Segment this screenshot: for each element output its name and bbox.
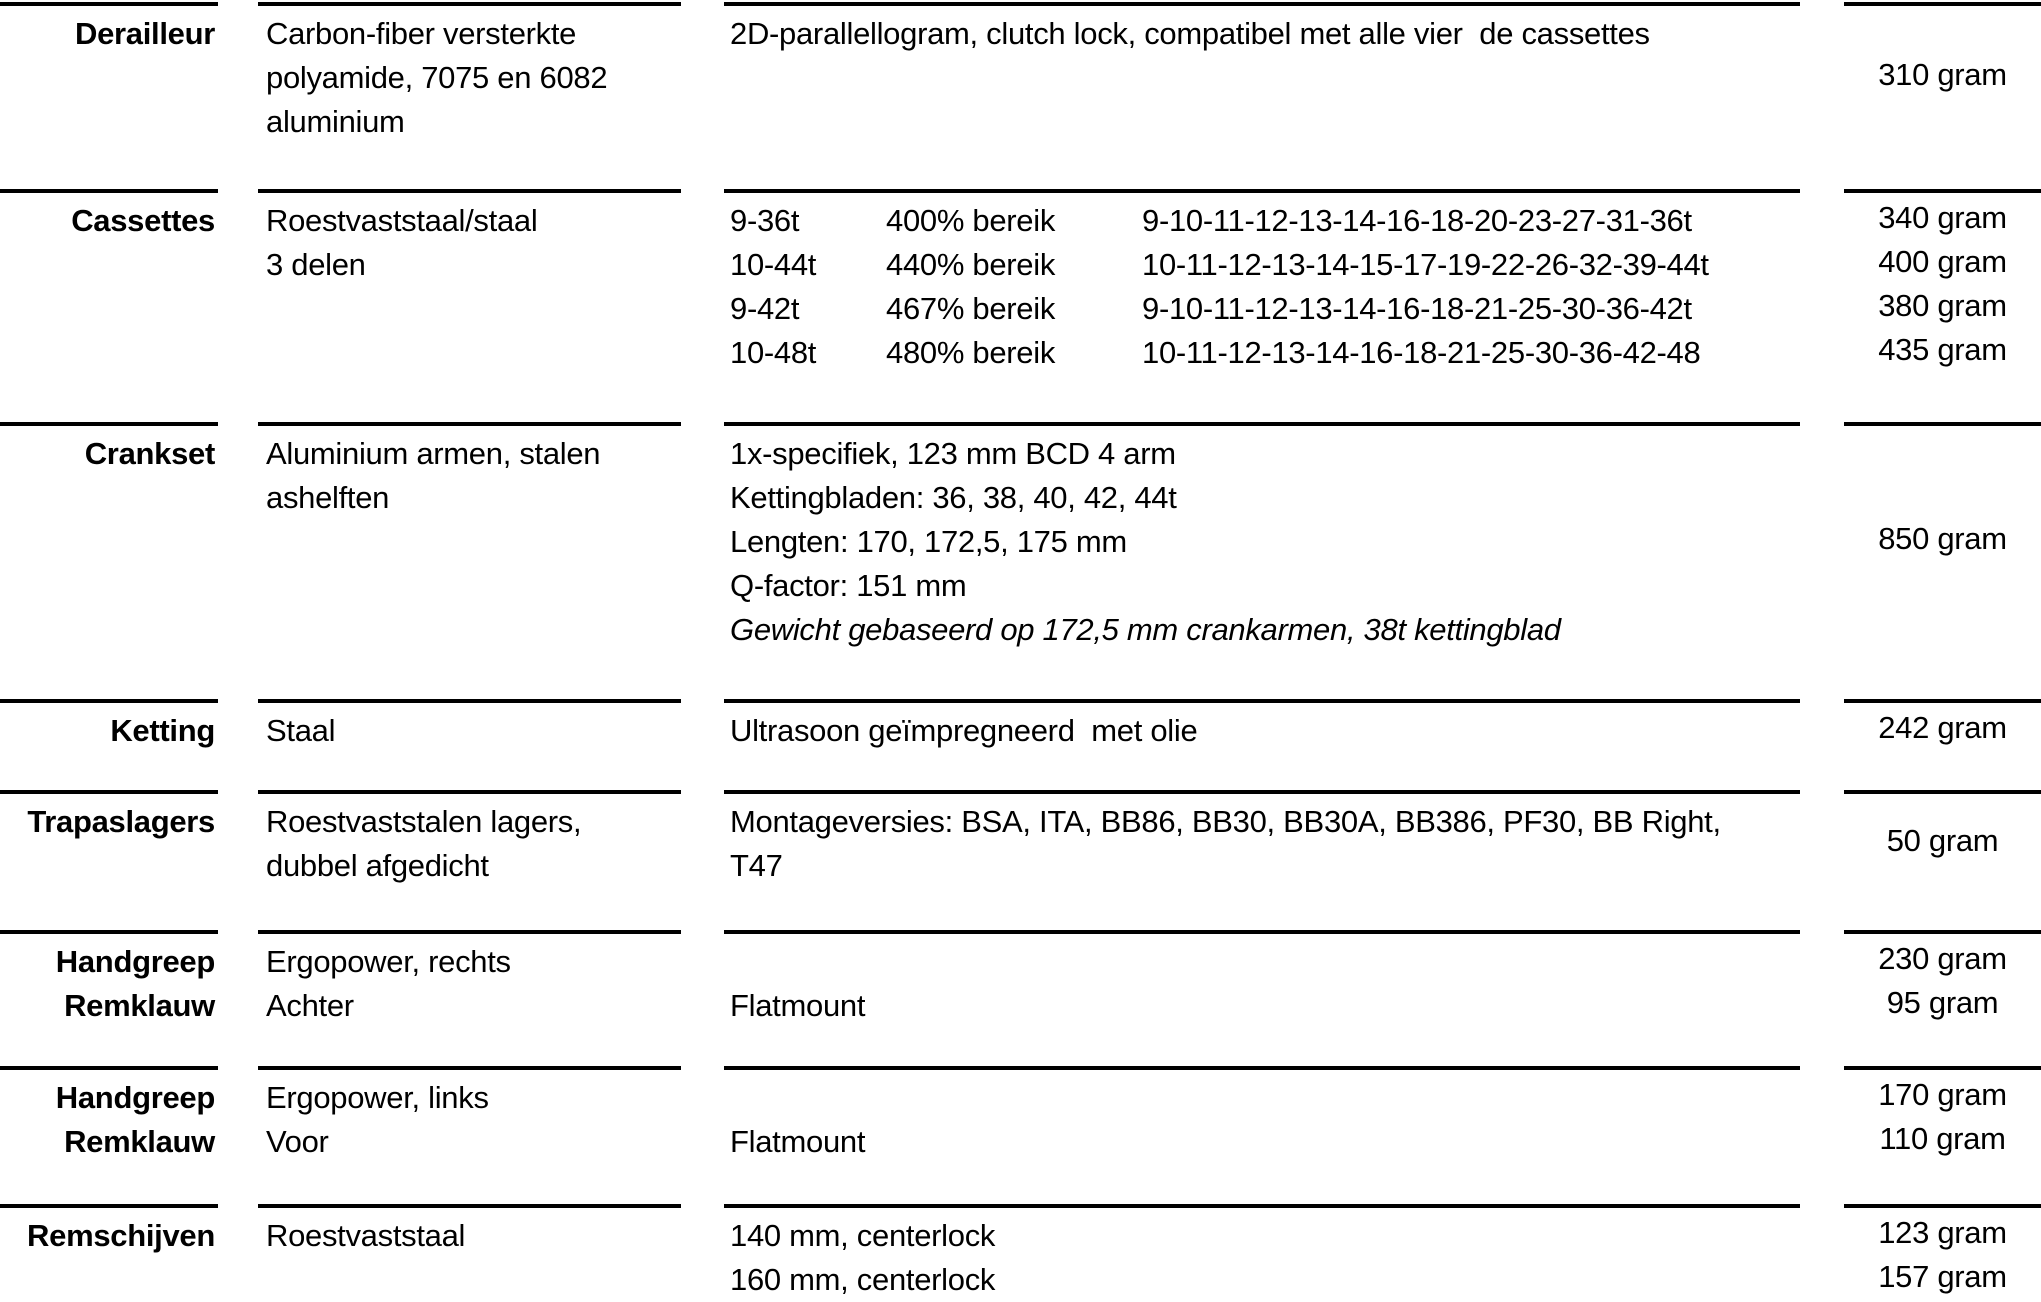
weight-cell <box>1844 422 2041 652</box>
column-gutter <box>681 189 724 375</box>
weight-value: 123 gram <box>1878 1215 2007 1250</box>
weight-value: 95 gram <box>1886 985 1999 1020</box>
material-line: Roestvaststalen lagers, <box>266 804 582 839</box>
cassette-option-row <box>730 199 1800 243</box>
component-cell <box>0 699 218 753</box>
component-cell <box>0 1204 218 1302</box>
component-cell <box>0 790 218 888</box>
material-cell <box>258 790 681 888</box>
table-row <box>0 2 2041 189</box>
weight-value: 157 gram <box>1878 1259 2007 1294</box>
material-cell <box>258 930 681 1028</box>
weight-value: 310 gram <box>1878 57 2007 92</box>
column-gutter <box>681 1066 724 1164</box>
weight-cell <box>1844 930 2041 1028</box>
component-cell <box>0 1066 218 1164</box>
material-cell <box>258 189 681 375</box>
component-label: Handgreep <box>55 944 215 979</box>
material-cell <box>258 2 681 144</box>
column-gutter <box>1800 1204 1844 1302</box>
spec-line: Ultrasoon geïmpregneerd met olie <box>730 713 1198 748</box>
column-gutter <box>1800 930 1844 1028</box>
spec-line: Flatmount <box>730 988 866 1023</box>
material-line: ashelften <box>266 480 390 515</box>
table-row <box>0 1066 2041 1204</box>
column-gutter <box>1800 189 1844 375</box>
column-gutter <box>1800 422 1844 652</box>
column-gutter <box>681 930 724 1028</box>
cassette-range: 9-36t <box>730 203 800 238</box>
column-gutter <box>681 790 724 888</box>
column-gutter <box>218 189 258 375</box>
weight-cell <box>1844 1204 2041 1302</box>
spec-line: Flatmount <box>730 1124 866 1159</box>
component-label: Remklauw <box>64 988 215 1023</box>
component-label: Trapaslagers <box>27 804 215 839</box>
material-line: Aluminium armen, stalen <box>266 436 601 471</box>
component-label: Remklauw <box>64 1124 215 1159</box>
spec-line <box>730 1076 1800 1120</box>
component-label: Cassettes <box>71 203 215 238</box>
weight-value: 850 gram <box>1878 521 2007 556</box>
material-cell <box>258 1204 681 1302</box>
column-gutter <box>218 422 258 652</box>
spec-line: 140 mm, centerlock <box>730 1218 996 1253</box>
cassette-range: 10-48t <box>730 335 817 370</box>
material-line: Ergopower, links <box>266 1080 489 1115</box>
column-gutter <box>218 699 258 753</box>
weight-value: 170 gram <box>1878 1077 2007 1112</box>
component-cell <box>0 2 218 144</box>
column-gutter <box>218 930 258 1028</box>
spec-line: Q-factor: 151 mm <box>730 568 967 603</box>
cassette-range: 10-44t <box>730 247 817 282</box>
table-row <box>0 422 2041 699</box>
material-cell <box>258 422 681 652</box>
spec-cell <box>724 1066 1800 1164</box>
spec-line: Kettingbladen: 36, 38, 40, 42, 44t <box>730 480 1177 515</box>
material-line: Staal <box>266 713 336 748</box>
column-gutter <box>1800 2 1844 144</box>
material-line: Roestvaststaal/staal <box>266 203 538 238</box>
weight-value: 435 gram <box>1878 332 2007 367</box>
weight-value: 380 gram <box>1878 288 2007 323</box>
cassette-sprockets: 10-11-12-13-14-15-17-19-22-26-32-39-44t <box>1142 247 1709 282</box>
material-line: Ergopower, rechts <box>266 944 511 979</box>
spec-cell <box>724 930 1800 1028</box>
material-cell <box>258 1066 681 1164</box>
cassette-sprockets: 9-10-11-12-13-14-16-18-21-25-30-36-42t <box>1142 291 1692 326</box>
spec-line: Montageversies: BSA, ITA, BB86, BB30, BB30A, BB386, PF30, BB Right, <box>730 804 1721 839</box>
cassette-option-row <box>730 331 1800 375</box>
weight-cell <box>1844 2 2041 144</box>
cassette-range: 9-42t <box>730 291 800 326</box>
spec-table <box>0 2 2041 1302</box>
material-line: dubbel afgedicht <box>266 848 489 883</box>
cassette-option-row <box>730 243 1800 287</box>
column-gutter <box>681 422 724 652</box>
material-line: 3 delen <box>266 247 366 282</box>
material-line: Achter <box>266 988 354 1023</box>
spec-cell <box>724 790 1800 888</box>
material-line: polyamide, 7075 en 6082 <box>266 60 608 95</box>
spec-line: T47 <box>730 848 783 883</box>
spec-line: 1x-specifiek, 123 mm BCD 4 arm <box>730 436 1176 471</box>
cassette-sprockets: 9-10-11-12-13-14-16-18-20-23-27-31-36t <box>1142 203 1692 238</box>
cassette-ratio: 467% bereik <box>886 291 1056 326</box>
weight-cell <box>1844 189 2041 375</box>
material-line: aluminium <box>266 104 405 139</box>
spec-cell <box>724 1204 1800 1302</box>
weight-value: 340 gram <box>1878 200 2007 235</box>
column-gutter <box>218 2 258 144</box>
weight-value: 50 gram <box>1886 823 1999 858</box>
component-label: Remschijven <box>27 1218 215 1253</box>
column-gutter <box>1800 699 1844 753</box>
material-line: Voor <box>266 1124 329 1159</box>
component-label: Crankset <box>84 436 215 471</box>
table-row <box>0 930 2041 1066</box>
spec-cell <box>724 189 1800 375</box>
column-gutter <box>681 2 724 144</box>
cassette-option-row <box>730 287 1800 331</box>
spec-line: Lengten: 170, 172,5, 175 mm <box>730 524 1127 559</box>
weight-cell <box>1844 699 2041 753</box>
component-cell <box>0 189 218 375</box>
column-gutter <box>218 1204 258 1302</box>
cassette-ratio: 480% bereik <box>886 335 1056 370</box>
spec-line: 2D-parallellogram, clutch lock, compatibel met alle vier de cassettes <box>730 16 1650 51</box>
column-gutter <box>218 790 258 888</box>
component-label: Ketting <box>110 713 215 748</box>
column-gutter <box>681 699 724 753</box>
component-label: Handgreep <box>55 1080 215 1115</box>
spec-cell <box>724 2 1800 144</box>
cassette-sprockets: 10-11-12-13-14-16-18-21-25-30-36-42-48 <box>1142 335 1701 370</box>
table-row <box>0 790 2041 930</box>
material-line: Roestvaststaal <box>266 1218 466 1253</box>
column-gutter <box>1800 790 1844 888</box>
spec-cell <box>724 422 1800 652</box>
spec-cell <box>724 699 1800 753</box>
table-row <box>0 699 2041 790</box>
component-cell <box>0 930 218 1028</box>
spec-line <box>730 940 1800 984</box>
cassette-ratio: 400% bereik <box>886 203 1056 238</box>
weight-cell <box>1844 1066 2041 1164</box>
component-label: Derailleur <box>74 16 215 51</box>
spec-line: Gewicht gebaseerd op 172,5 mm crankarmen, 38t kettingblad <box>730 612 1561 647</box>
material-line: Carbon-fiber versterkte <box>266 16 577 51</box>
column-gutter <box>1800 1066 1844 1164</box>
weight-value: 110 gram <box>1879 1121 2006 1156</box>
table-row <box>0 189 2041 422</box>
weight-cell <box>1844 790 2041 888</box>
component-cell <box>0 422 218 652</box>
weight-value: 400 gram <box>1878 244 2007 279</box>
column-gutter <box>218 1066 258 1164</box>
weight-value: 242 gram <box>1878 710 2007 745</box>
material-cell <box>258 699 681 753</box>
column-gutter <box>681 1204 724 1302</box>
weight-value: 230 gram <box>1878 941 2007 976</box>
cassette-ratio: 440% bereik <box>886 247 1056 282</box>
spec-line: 160 mm, centerlock <box>730 1262 996 1297</box>
table-row <box>0 1204 2041 1302</box>
